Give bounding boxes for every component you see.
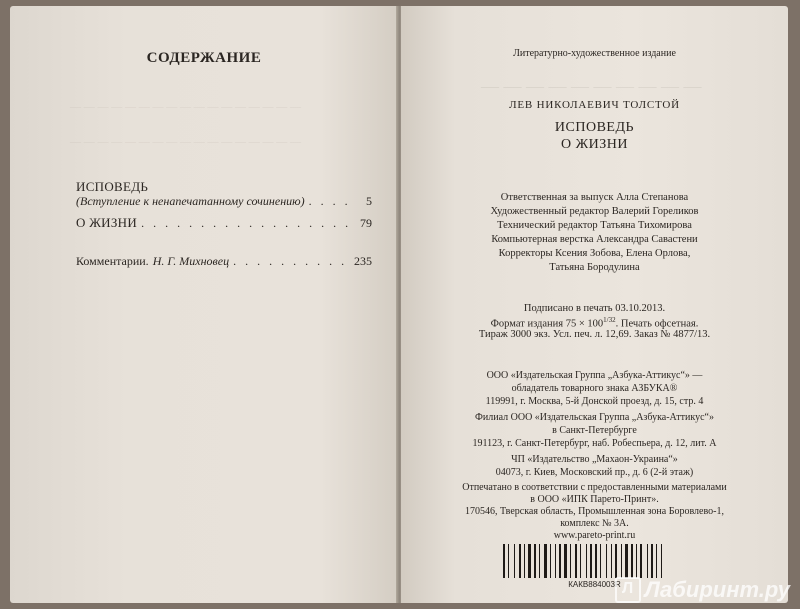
barcode-bar <box>663 544 665 578</box>
printed-line: в ООО «ИПК Парето-Принт». <box>530 494 659 505</box>
barcode-bar <box>606 544 607 578</box>
print-format-fraction: 1/32 <box>603 316 616 324</box>
barcode-bar <box>613 544 614 578</box>
barcode-bar <box>510 544 513 578</box>
publisher-line: 119991, г. Москва, 5-й Донской проезд, д. 15, стр. 4 <box>485 396 704 407</box>
printed-line: комплекс № 3А. <box>560 518 629 529</box>
left-page <box>10 6 398 603</box>
branch-line: Филиал ООО «Издательская Группа „Азбука-Аттикус“» <box>475 412 714 423</box>
barcode-bar <box>541 544 543 578</box>
barcode-bar <box>559 544 561 578</box>
credit-line: Татьяна Бородулина <box>549 262 640 273</box>
barcode-bar <box>506 544 507 578</box>
printed-line: 170546, Тверская область, Промышленная зона Боровлево-1, <box>465 506 724 517</box>
barcode-bar <box>582 544 585 578</box>
barcode-bar <box>661 544 662 578</box>
watermark-text: Лабиринт.ру <box>644 577 790 602</box>
barcode-bar <box>532 544 533 578</box>
print-circulation: Тираж 3000 экз. Усл. печ. л. 12,69. Заказ № 4877/13. <box>478 329 711 340</box>
barcode-bar <box>555 544 556 578</box>
barcode-bar <box>568 544 569 578</box>
branch-line: в Санкт-Петербурге <box>552 425 637 436</box>
toc-page-number: 235 <box>354 254 372 268</box>
branch-line: 191123, г. Санкт-Петербург, наб. Робеспьера, д. 12, лит. А <box>472 438 717 449</box>
toc-subtitle: (Вступление к ненапечатанному сочинению) <box>76 194 305 208</box>
barcode-bar <box>598 544 599 578</box>
barcode-bar <box>638 544 639 578</box>
ukraine-line: ЧП «Издательство „Махаон-Украина“» <box>511 454 678 465</box>
book-title-line-2: О ЖИЗНИ <box>561 137 628 152</box>
barcode-bar <box>578 544 579 578</box>
barcode-bar <box>600 544 601 578</box>
barcode-bar <box>537 544 538 578</box>
barcode-bar <box>570 544 571 578</box>
toc-entry-ispoved-title: ИСПОВЕДЬ <box>76 179 149 194</box>
print-format-prefix: Формат издания 75 × 100 <box>490 318 604 330</box>
barcode <box>503 544 689 578</box>
printed-line: Отпечатано в соответствии с предоставленными материалами <box>462 482 727 493</box>
ukraine-line: 04073, г. Киев, Московский пр., д. 6 (2-й этаж) <box>495 467 694 478</box>
barcode-bar <box>647 544 648 578</box>
toc-title: СОДЕРЖАНИЕ <box>146 50 262 66</box>
barcode-bar <box>631 544 633 578</box>
credit-line: Ответственная за выпуск Алла Степанова <box>500 192 689 203</box>
barcode-bar <box>516 544 518 578</box>
barcode-bar <box>623 544 624 578</box>
barcode-bar <box>636 544 637 578</box>
barcode-bar <box>634 544 635 578</box>
barcode-bar <box>625 544 628 578</box>
barcode-bar <box>608 544 610 578</box>
barcode-bar <box>539 544 540 578</box>
barcode-bar <box>522 544 523 578</box>
barcode-bar <box>572 544 574 578</box>
barcode-bar <box>552 544 554 578</box>
barcode-bar <box>588 544 589 578</box>
book-spread <box>10 6 788 603</box>
barcode-bar <box>519 544 521 578</box>
toc-entry-ispoved-subtitle <box>76 194 372 209</box>
toc-leader <box>233 254 348 269</box>
toc-page-number: 5 <box>366 194 372 208</box>
credit-line: Художественный редактор Валерий Гореликов <box>490 206 699 217</box>
barcode-bar <box>640 544 642 578</box>
toc-comments-label: Комментарии. <box>76 254 149 268</box>
barcode-bar <box>526 544 527 578</box>
barcode-bar <box>503 544 505 578</box>
barcode-bar <box>621 544 622 578</box>
print-signed: Подписано в печать 03.10.2013. <box>523 303 666 314</box>
barcode-bar <box>593 544 594 578</box>
barcode-bar <box>654 544 655 578</box>
barcode-bar <box>658 544 660 578</box>
barcode-bar <box>548 544 549 578</box>
bleed-through-text: — — — — — — — — — — <box>481 76 702 96</box>
barcode-bar <box>649 544 650 578</box>
book-title-line-1: ИСПОВЕДЬ <box>554 120 635 135</box>
credit-line: Компьютерная верстка Александра Савастени <box>491 234 698 245</box>
toc-entry-comments <box>76 254 372 269</box>
barcode-bar <box>524 544 525 578</box>
barcode-bar <box>580 544 581 578</box>
book-author: ЛЕВ НИКОЛАЕВИЧ ТОЛСТОЙ <box>509 99 680 111</box>
printed-url: www.pareto-print.ru <box>553 530 636 541</box>
barcode-bar <box>514 544 515 578</box>
barcode-bar <box>651 544 653 578</box>
barcode-bar <box>656 544 657 578</box>
barcode-bar <box>611 544 612 578</box>
barcode-bar <box>586 544 587 578</box>
right-page <box>401 6 788 603</box>
barcode-bar <box>602 544 605 578</box>
toc-comments-author: Н. Г. Михновец <box>152 254 230 268</box>
publisher-line: обладатель товарного знака АЗБУКА® <box>511 383 678 394</box>
barcode-bar <box>629 544 630 578</box>
barcode-bar <box>528 544 531 578</box>
credit-line: Корректоры Ксения Зобова, Елена Орлова, <box>498 248 691 259</box>
toc-page-number: 79 <box>360 216 372 230</box>
barcode-bar <box>550 544 551 578</box>
print-format <box>401 316 788 330</box>
toc-leader <box>141 216 348 231</box>
barcode-bar <box>590 544 592 578</box>
toc-title-o-zhizni: О ЖИЗНИ <box>76 215 138 230</box>
barcode-bar <box>564 544 567 578</box>
barcode-number: КАКВ884003R <box>568 580 621 589</box>
barcode-bar <box>615 544 617 578</box>
barcode-bar <box>643 544 646 578</box>
barcode-bar <box>557 544 558 578</box>
edition-type: Литературно-художественное издание <box>513 48 676 59</box>
print-format-suffix: . Печать офсетная. <box>615 318 699 330</box>
barcode-bar <box>562 544 563 578</box>
barcode-bar <box>618 544 620 578</box>
barcode-bar <box>595 544 597 578</box>
barcode-bar <box>508 544 509 578</box>
labirint-logo-icon: Л <box>615 577 641 603</box>
bleed-through-text: — — — — — — — — — — — — — — — — — <box>70 136 301 148</box>
barcode-bar <box>534 544 536 578</box>
credit-line: Технический редактор Татьяна Тихомирова <box>497 220 692 231</box>
publisher-line: ООО «Издательская Группа „Азбука-Аттикус“» — <box>486 370 703 381</box>
barcode-bar <box>544 544 547 578</box>
bleed-through-text: — — — — — — — — — — — — — — — — — <box>70 101 301 113</box>
toc-entry-o-zhizni <box>76 215 372 231</box>
toc-leader <box>309 194 348 209</box>
watermark-logo <box>615 577 790 603</box>
barcode-bar <box>575 544 577 578</box>
